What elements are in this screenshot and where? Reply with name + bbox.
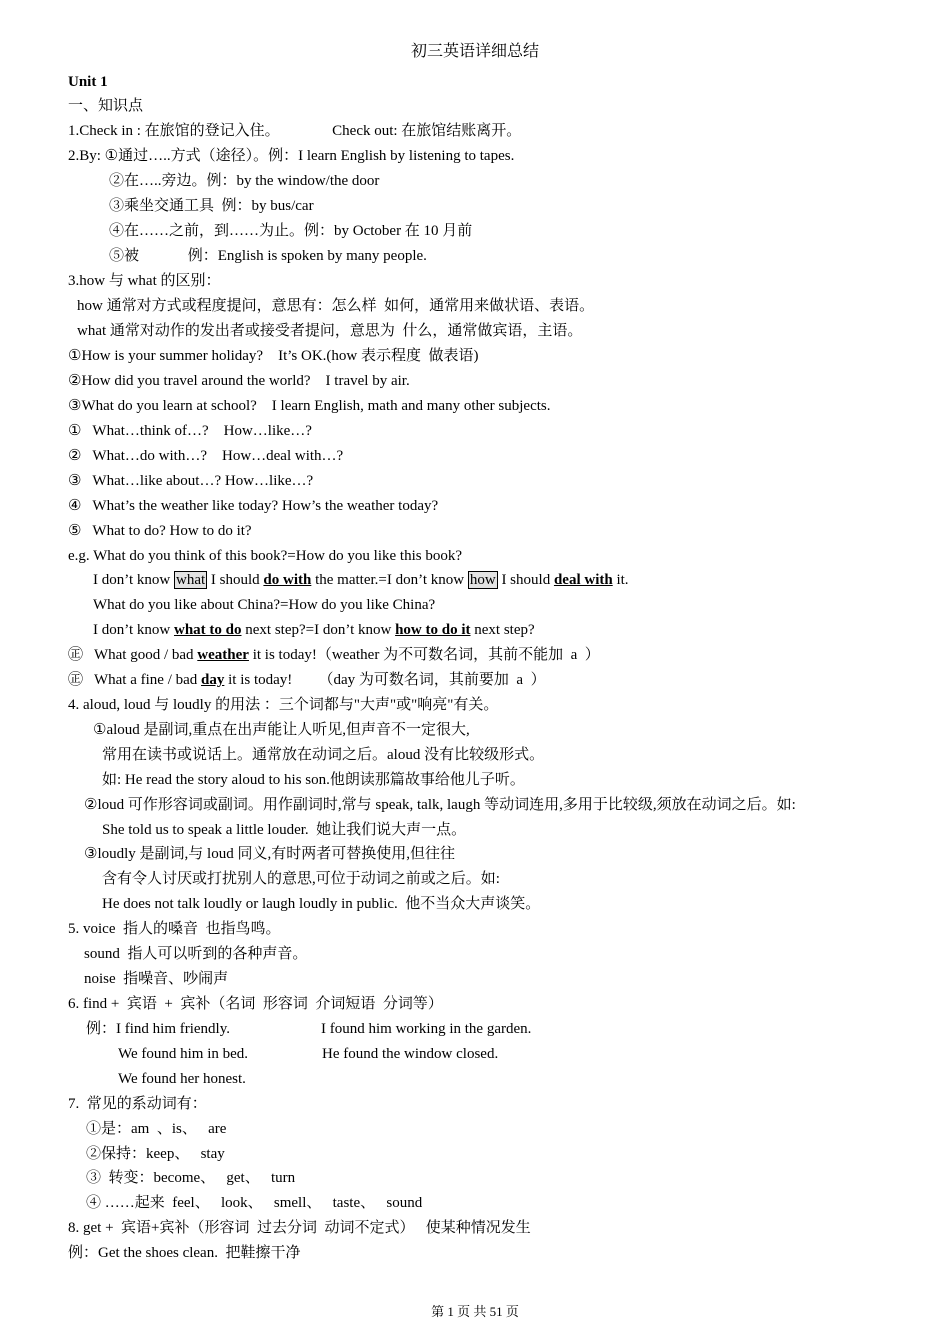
text-line: ①How is your summer holiday? It’s OK.(how 表示程度 做表语) bbox=[68, 348, 479, 364]
text-line: ④ ……起来 feel、 look、 smell、 taste、 sound bbox=[86, 1195, 423, 1211]
text-span: it is today!（weather 为不可数名词，其前不能加 a ） bbox=[248, 647, 600, 663]
text-line: 2.By: ①通过…..方式（途径）。例：I learn English by listening to tapes. bbox=[68, 148, 515, 164]
text-line: 4. aloud, loud 与 loudly 的用法 ：三个词都与"大声"或"响亮"有关。 bbox=[68, 697, 499, 713]
text-span: next step? bbox=[470, 622, 535, 638]
underlined-phrase: what to do bbox=[173, 622, 242, 638]
boxed-word: what bbox=[175, 572, 206, 588]
text-span: I don’t know bbox=[93, 572, 174, 588]
text-line: ③loudly 是副词,与 loud 同义,有时两者可替换使用,但往往 bbox=[84, 846, 455, 862]
text-line: ③What do you learn at school? I learn English, math and many other subjects. bbox=[68, 398, 551, 414]
text-line: 一、知识点 bbox=[68, 98, 144, 114]
text-line: ②在…..旁边。例：by the window/the door bbox=[109, 173, 380, 189]
example-line: What do you like about China?=How do you like China? bbox=[93, 597, 436, 613]
example-line bbox=[68, 670, 546, 690]
example-line bbox=[68, 645, 600, 665]
text-span: ㊣ What a fine / bad bbox=[68, 672, 202, 688]
example-line bbox=[93, 620, 535, 640]
text-line: ③ What…like about…? How…like…? bbox=[68, 473, 314, 489]
text-span: it is today! （day 为可数名词，其前要加 a ） bbox=[224, 672, 546, 688]
text-line: ①aloud 是副词,重点在出声能让人听见,但声音不一定很大, bbox=[93, 722, 470, 738]
text-line: ⑤被 例：English is spoken by many people. bbox=[109, 248, 427, 264]
underlined-phrase: day bbox=[201, 672, 225, 688]
text-line: ④ What’s the weather like today? How’s the weather today? bbox=[68, 498, 439, 514]
unit-heading: Unit 1 bbox=[68, 74, 108, 90]
text-line: ③ 转变：become、 get、 turn bbox=[86, 1170, 296, 1186]
text-line: He found the window closed. bbox=[322, 1046, 499, 1062]
text-line: 1.Check in : 在旅馆的登记入住。 Check out: 在旅馆结账离开。 bbox=[68, 123, 522, 139]
text-span: next step?=I don’t know bbox=[241, 622, 396, 638]
text-line: ②How did you travel around the world? I travel by air. bbox=[68, 373, 410, 389]
example-line bbox=[93, 570, 629, 590]
text-line: 含有令人讨厌或打扰别人的意思,可位于动词之前或之后。如: bbox=[102, 871, 500, 887]
text-line: 5. voice 指人的嗓音 也指鸟鸣。 bbox=[68, 921, 281, 937]
text-line: 例：Get the shoes clean. 把鞋擦干净 bbox=[68, 1245, 301, 1261]
text-line: 3.how 与 what 的区别： bbox=[68, 273, 221, 289]
text-line: ② What…do with…? How…deal with…? bbox=[68, 448, 344, 464]
text-line: 例：I find him friendly. bbox=[86, 1021, 231, 1037]
text-line: 6. find + 宾语 + 宾补（名词 形容词 介词短语 分词等） bbox=[68, 996, 443, 1012]
text-line: ③乘坐交通工具 例：by bus/car bbox=[109, 198, 314, 214]
text-line: how 通常对方式或程度提问，意思有：怎么样 如何，通常用来做状语、表语。 bbox=[77, 298, 595, 314]
boxed-word: how bbox=[469, 572, 496, 588]
text-line: what 通常对动作的发出者或接受者提问，意思为 什么，通常做宾语，主语。 bbox=[77, 323, 583, 339]
text-span: I should bbox=[207, 572, 264, 588]
text-span: I should bbox=[497, 572, 554, 588]
text-line: 如: He read the story aloud to his son.他朗读那篇故事给他儿子听。 bbox=[102, 772, 525, 788]
text-line: noise 指噪音、吵闹声 bbox=[84, 971, 229, 987]
underlined-phrase: weather bbox=[197, 647, 249, 663]
document-title: 初三英语详细总结 bbox=[410, 41, 539, 60]
text-line: We found her honest. bbox=[118, 1071, 246, 1087]
text-line: ① What…think of…? How…like…? bbox=[68, 423, 312, 439]
text-line: 7. 常见的系动词有： bbox=[68, 1096, 207, 1112]
text-span: the matter.=I don’t know bbox=[311, 572, 468, 588]
text-line: ②loud 可作形容词或副词。用作副词时,常与 speak, talk, laugh 等动词连用,多用于比较级,须放在动词之后。如: bbox=[84, 797, 796, 813]
text-span: it. bbox=[612, 572, 629, 588]
text-span: ㊣ What good / bad bbox=[68, 647, 198, 663]
text-line: ④在……之前，到……为止。例：by October 在 10 月前 bbox=[109, 223, 473, 239]
text-line: sound 指人可以听到的各种声音。 bbox=[84, 946, 308, 962]
text-span: I don’t know bbox=[93, 622, 174, 638]
underlined-phrase: how to do it bbox=[395, 622, 471, 638]
text-line: ①是：am 、is、 are bbox=[86, 1121, 227, 1137]
text-line: I found him working in the garden. bbox=[321, 1021, 532, 1037]
text-line: ②保持：keep、 stay bbox=[86, 1146, 225, 1162]
text-line: ⑤ What to do? How to do it? bbox=[68, 523, 252, 539]
underlined-phrase: deal with bbox=[553, 572, 613, 588]
page-footer: 第 1 页 共 51 页 bbox=[431, 1304, 519, 1319]
text-line: e.g. What do you think of this book?=How do you like this book? bbox=[68, 548, 462, 564]
text-line: She told us to speak a little louder. 她让我们说大声一点。 bbox=[102, 822, 467, 838]
text-line: 8. get + 宾语+宾补（形容词 过去分词 动词不定式） 使某种情况发生 bbox=[68, 1220, 531, 1236]
underlined-phrase: do with bbox=[263, 572, 312, 588]
text-line: He does not talk loudly or laugh loudly in public. 他不当众大声谈笑。 bbox=[102, 896, 541, 912]
text-line: We found him in bed. bbox=[118, 1046, 249, 1062]
text-line: 常用在读书或说话上。通常放在动词之后。aloud 没有比较级形式。 bbox=[102, 747, 545, 763]
